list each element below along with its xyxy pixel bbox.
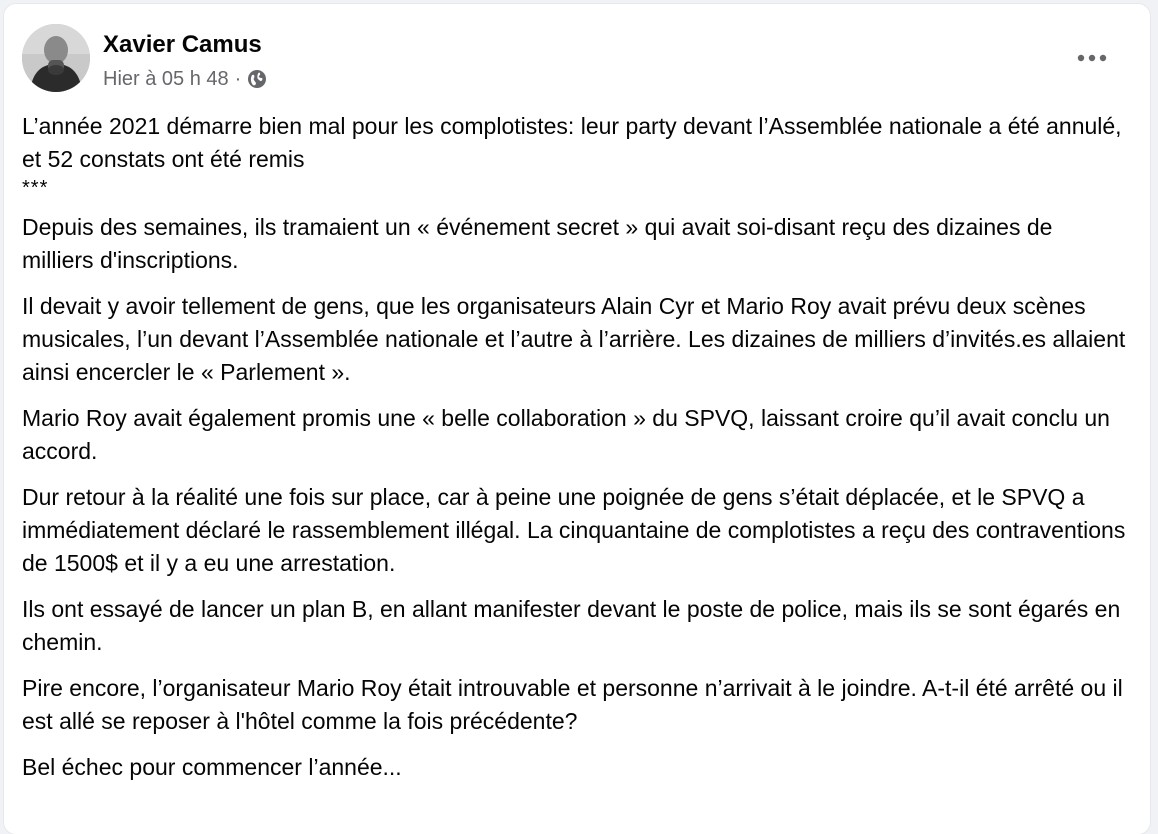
meta-separator: · [234,67,242,90]
post-card [4,4,1150,834]
avatar[interactable] [22,24,90,92]
post-paragraph: Mario Roy avait également promis une « belle collaboration » du SPVQ, laissant croire qu’il avait conclu un accord. [22,405,1117,464]
post-paragraph: Depuis des semaines, ils tramaient un « événement secret » qui avait soi-disant reçu des dizaines de milliers d'inscriptions. [22,214,1059,273]
post-separator-stars: *** [22,177,49,199]
author-name[interactable]: Xavier Camus [103,31,262,58]
more-options-button[interactable] [1072,38,1112,78]
globe-icon[interactable] [247,69,267,89]
post-header [22,24,1132,94]
post-paragraph: Dur retour à la réalité une fois sur place, car à peine une poignée de gens s’était déplacée, et le SPVQ a immédiatement déclaré le rassemblement illégal. La cinquantaine de complotistes a reçu des contraventions de 1500$ et il y a eu une arrestation. [22,484,1132,576]
post-meta [103,64,267,94]
post-paragraph: L’année 2021 démarre bien mal pour les complotistes: leur party devant l’Assemblée nationale a été annulé, et 52 constats ont été remis [22,113,1128,172]
post-paragraph: Pire encore, l’organisateur Mario Roy était introuvable et personne n’arrivait à le joindre. A-t-il été arrêté ou il est allé se reposer à l'hôtel comme la fois précédente? [22,675,1130,734]
more-horizontal-icon [1077,54,1107,62]
post-timestamp[interactable]: Hier à 05 h 48 [103,67,229,90]
post-paragraph: Il devait y avoir tellement de gens, que les organisateurs Alain Cyr et Mario Roy avait prévu deux scènes musicales, l’un devant l’Assemblée nationale et l’autre à l’arrière. Les dizaines de milliers d’invités.es allaient ainsi encercler le « Parlement ». [22,293,1132,385]
post-body [22,110,1132,797]
avatar-photo [22,24,90,92]
post-paragraph: Ils ont essayé de lancer un plan B, en allant manifester devant le poste de police, mais ils se sont égarés en chemin. [22,596,1127,655]
post-paragraph: Bel échec pour commencer l’année... [22,754,402,780]
